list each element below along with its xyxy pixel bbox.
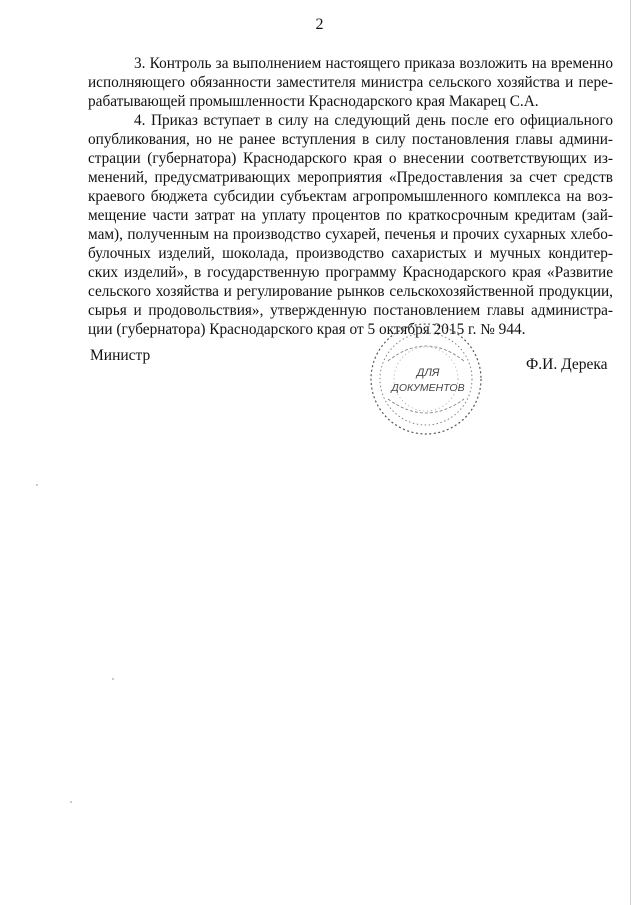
paragraph-line: исполняющего обязанности заместителя министра сельского хозяйства и пере-	[88, 74, 613, 91]
paragraph-line: 3. Контроль за выполнением настоящего приказа возложить на временно	[134, 55, 613, 72]
scan-edge	[630, 0, 631, 905]
scan-speck	[70, 801, 72, 803]
paragraph-line: сельского хозяйства и регулирование рынков сельскохозяйственной продукции,	[88, 283, 613, 300]
scan-speck	[112, 678, 114, 680]
paragraph-line: рабатывающей промышленности Краснодарского края Макарец С.А.	[88, 93, 539, 110]
scan-speck	[36, 484, 38, 486]
paragraph-line: 4. Приказ вступает в силу на следующий день после его официального	[134, 112, 613, 129]
paragraph-line: краевого бюджета субсидии субъектам агропромышленного комплекса на воз-	[88, 188, 613, 205]
stamp-text-line1: ДЛЯ	[416, 367, 440, 379]
signature-position: Министр	[90, 347, 151, 364]
page-number: 2	[315, 16, 324, 33]
signature-name: Ф.И. Дерека	[526, 356, 608, 373]
paragraph-line: страции (губернатора) Краснодарского края о внесении соответствующих из-	[88, 150, 613, 167]
paragraph-line: булочных изделий, шоколада, производство сахаристых и мучных кондитер-	[88, 245, 613, 262]
paragraph-line: менений, предусматривающих мероприятия «Предоставления за счет средств	[88, 169, 613, 186]
paragraph-line: опубликования, но не ранее вступления в силу постановления главы админи-	[88, 131, 613, 148]
paragraph-line: мещение части затрат на уплату процентов по краткосрочным кредитам (зай-	[88, 207, 613, 224]
paragraph-line: ции (губернатора) Краснодарского края от 5 октября 2015 г. № 944.	[88, 321, 526, 338]
paragraph-line: ских изделий», в государственную программу Краснодарского края «Развитие	[88, 264, 613, 281]
stamp-text-line2: ДОКУМЕНТОВ	[391, 382, 465, 394]
paragraph-line: сырья и продовольствия», утвержденную постановлением главы администра-	[88, 302, 613, 319]
official-stamp	[368, 321, 484, 437]
paragraph-line: мам), полученным на производство сухарей, печенья и прочих сухарных хлебо-	[88, 226, 613, 243]
